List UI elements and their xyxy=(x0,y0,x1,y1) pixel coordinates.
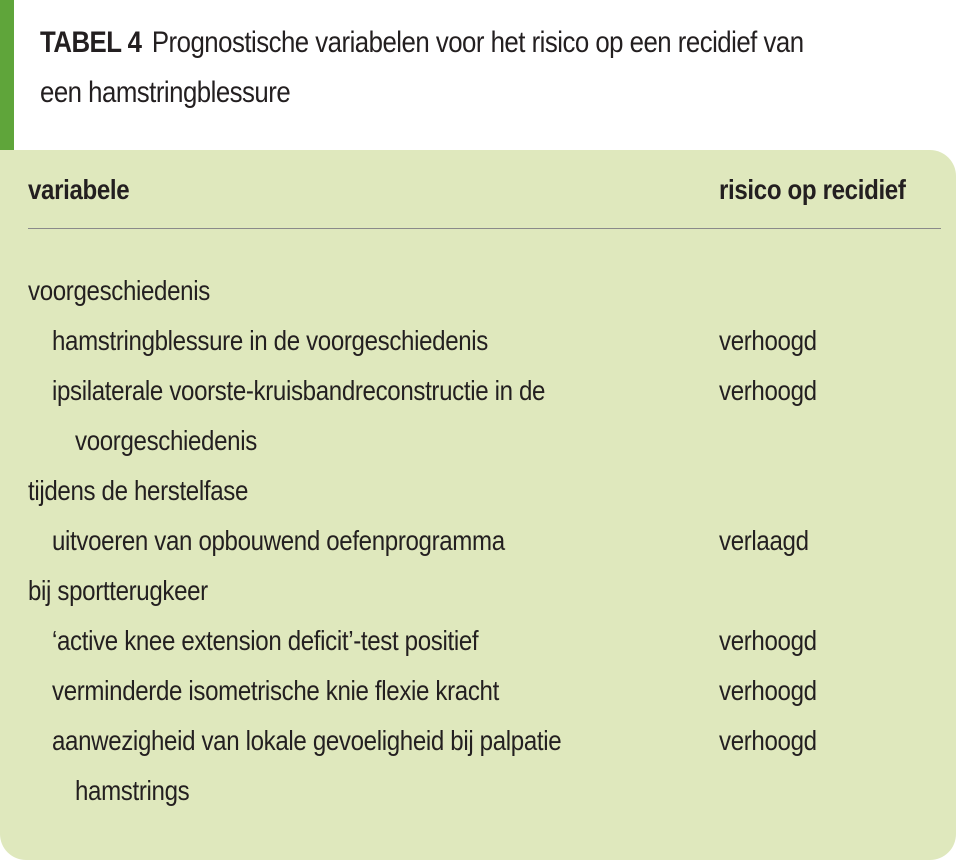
risk-cell: verhoogd xyxy=(719,325,817,356)
table-row-continuation xyxy=(28,416,940,466)
table-row xyxy=(28,316,940,366)
column-header-variable: variabele xyxy=(28,174,130,205)
variable-cell: verminderde isometrische knie flexie kracht xyxy=(52,675,499,706)
caption-title-line-2: een hamstringblessure xyxy=(40,76,291,109)
variable-cell: ‘active knee extension deficit’-test positief xyxy=(52,625,479,656)
table-caption xyxy=(40,18,827,118)
risk-cell: verhoogd xyxy=(719,725,817,756)
table-row xyxy=(28,616,940,666)
table-body xyxy=(28,266,940,816)
risk-cell: verlaagd xyxy=(719,525,809,556)
variable-cell: aanwezigheid van lokale gevoeligheid bij palpatie xyxy=(52,725,562,756)
table-row xyxy=(28,516,940,566)
caption-label: TABEL 4 xyxy=(40,26,142,59)
section-heading-row xyxy=(28,566,940,616)
header-divider xyxy=(28,228,941,229)
risk-cell: verhoogd xyxy=(719,625,817,656)
column-header-risk: risico op recidief xyxy=(719,174,906,205)
variable-cell-continuation: hamstrings xyxy=(75,775,190,806)
caption-line-1 xyxy=(40,18,827,68)
section-heading: bij sportterugkeer xyxy=(28,575,208,606)
variable-cell: uitvoeren van opbouwend oefenprogramma xyxy=(52,525,505,556)
prognostic-variables-table xyxy=(0,150,956,860)
risk-cell: verhoogd xyxy=(719,675,817,706)
table-row xyxy=(28,666,940,716)
caption-title-line-1: Prognostische variabelen voor het risico op een recidief van xyxy=(151,26,804,59)
table-row xyxy=(28,366,940,416)
accent-bar xyxy=(0,0,14,150)
variable-cell: hamstringblessure in de voorgeschiedenis xyxy=(52,325,488,356)
variable-cell: ipsilaterale voorste-kruisbandreconstructie in de xyxy=(52,375,546,406)
table-row xyxy=(28,716,940,766)
table-row-continuation xyxy=(28,766,940,816)
table-header-row xyxy=(28,170,940,210)
section-heading-row xyxy=(28,466,940,516)
section-heading-row xyxy=(28,266,940,316)
risk-cell: verhoogd xyxy=(719,375,817,406)
section-heading: tijdens de herstelfase xyxy=(28,475,248,506)
section-heading: voorgeschiedenis xyxy=(28,275,210,306)
variable-cell-continuation: voorgeschiedenis xyxy=(75,425,257,456)
